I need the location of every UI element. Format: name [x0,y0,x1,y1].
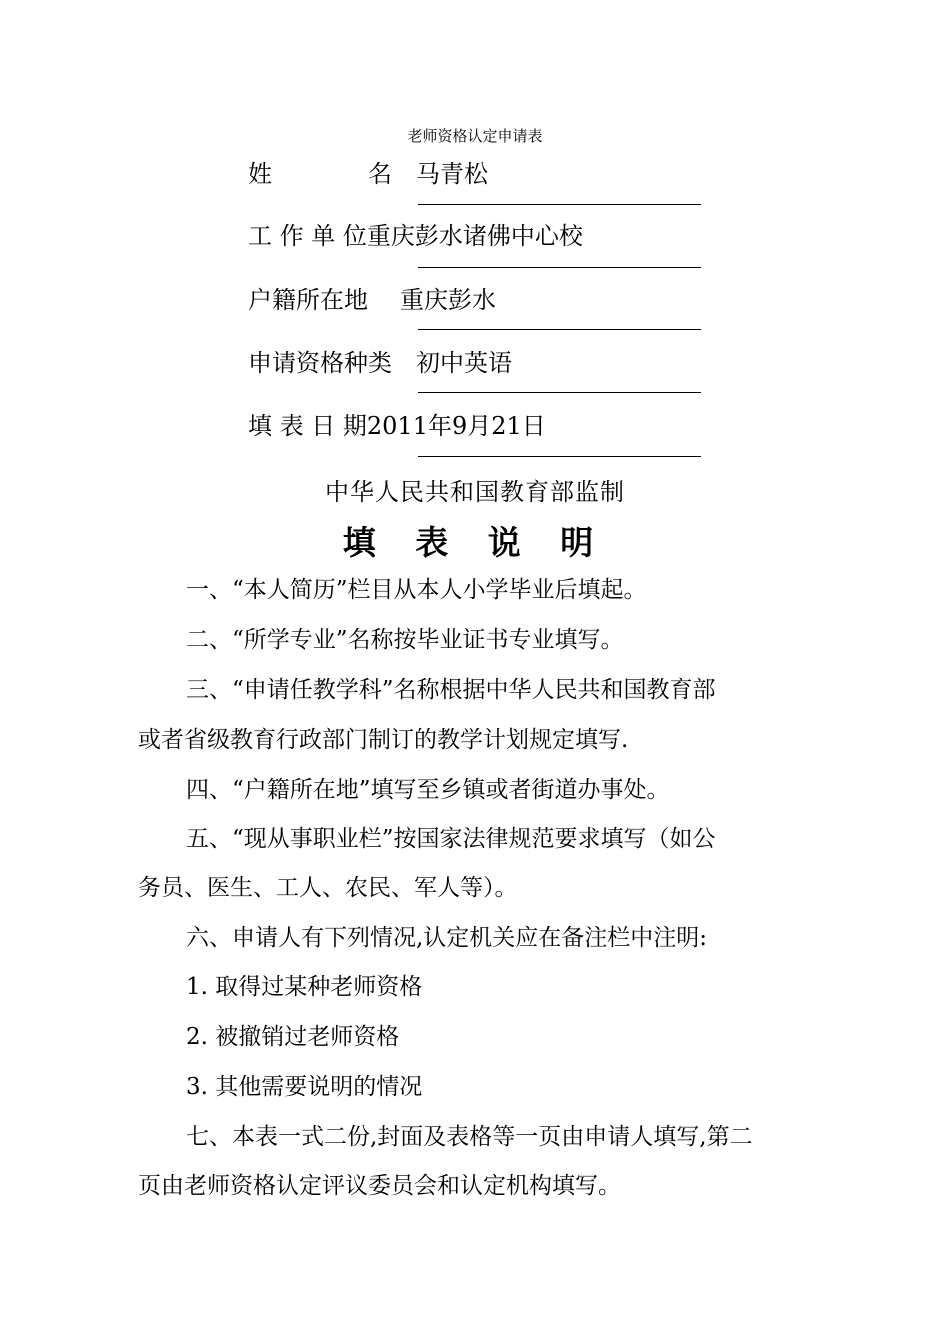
instruction-item-3-line-2: 或者省级教育行政部门制订的教学计划规定填写. [138,727,629,753]
supervisor-line: 中华人民共和国教育部监制 [325,478,625,506]
field-name-value: 马青松 [416,160,488,188]
field-date-underline [418,456,701,457]
field-date-value: 2011年9月21日 [366,412,546,440]
field-hukou-underline [418,329,701,330]
field-work-unit-underline [418,267,701,268]
instruction-item-5-line-2: 务员、医生、工人、农民、军人等）。 [138,875,518,901]
instruction-sub-item-2: 2. 被撤销过老师资格 [186,1024,400,1050]
instruction-item-5-line-1: 五、“现从事职业栏”按国家法律规范要求填写（如公 [186,826,716,852]
field-qualification [248,343,512,383]
field-name-label: 姓 名 [248,160,398,188]
instruction-item-7-line-2: 页由老师资格认定评议委员会和认定机构填写。 [138,1173,621,1199]
instruction-item-7-line-1: 七、本表一式二份,封面及表格等一页由申请人填写,第二 [186,1124,753,1150]
instruction-item-1: 一、“本人简历”栏目从本人小学毕业后填起。 [186,577,647,603]
field-hukou-label: 户籍所在地 [248,286,368,314]
field-qualification-label: 申请资格种类 [248,349,392,377]
field-date [248,406,546,446]
field-qualification-value: 初中英语 [416,349,512,377]
field-work-unit-value: 重庆彭水诸佛中心校 [366,222,583,250]
instruction-item-3-line-1: 三、“申请任教学科”名称根据中华人民共和国教育部 [186,677,716,703]
field-date-label: 填 表 日 期 [248,412,367,440]
instruction-sub-item-1: 1. 取得过某种老师资格 [186,974,423,1000]
instruction-item-2: 二、“所学专业”名称按毕业证书专业填写。 [186,627,624,653]
instruction-item-6: 六、申请人有下列情况,认定机关应在备注栏中注明: [186,925,708,951]
instructions-title: 填 表 说 明 [342,523,608,562]
field-qualification-underline [418,392,701,393]
field-name-underline [418,204,701,205]
field-hukou-value: 重庆彭水 [400,286,496,314]
field-hukou [248,280,496,320]
field-work-unit [248,216,583,256]
instruction-item-4: 四、“户籍所在地”填写至乡镇或者街道办事处。 [186,777,670,803]
page-header-title: 老师资格认定申请表 [407,127,543,145]
field-name [248,154,488,194]
instruction-sub-item-3: 3. 其他需要说明的情况 [186,1074,423,1100]
field-work-unit-label: 工 作 单 位 [248,222,367,250]
